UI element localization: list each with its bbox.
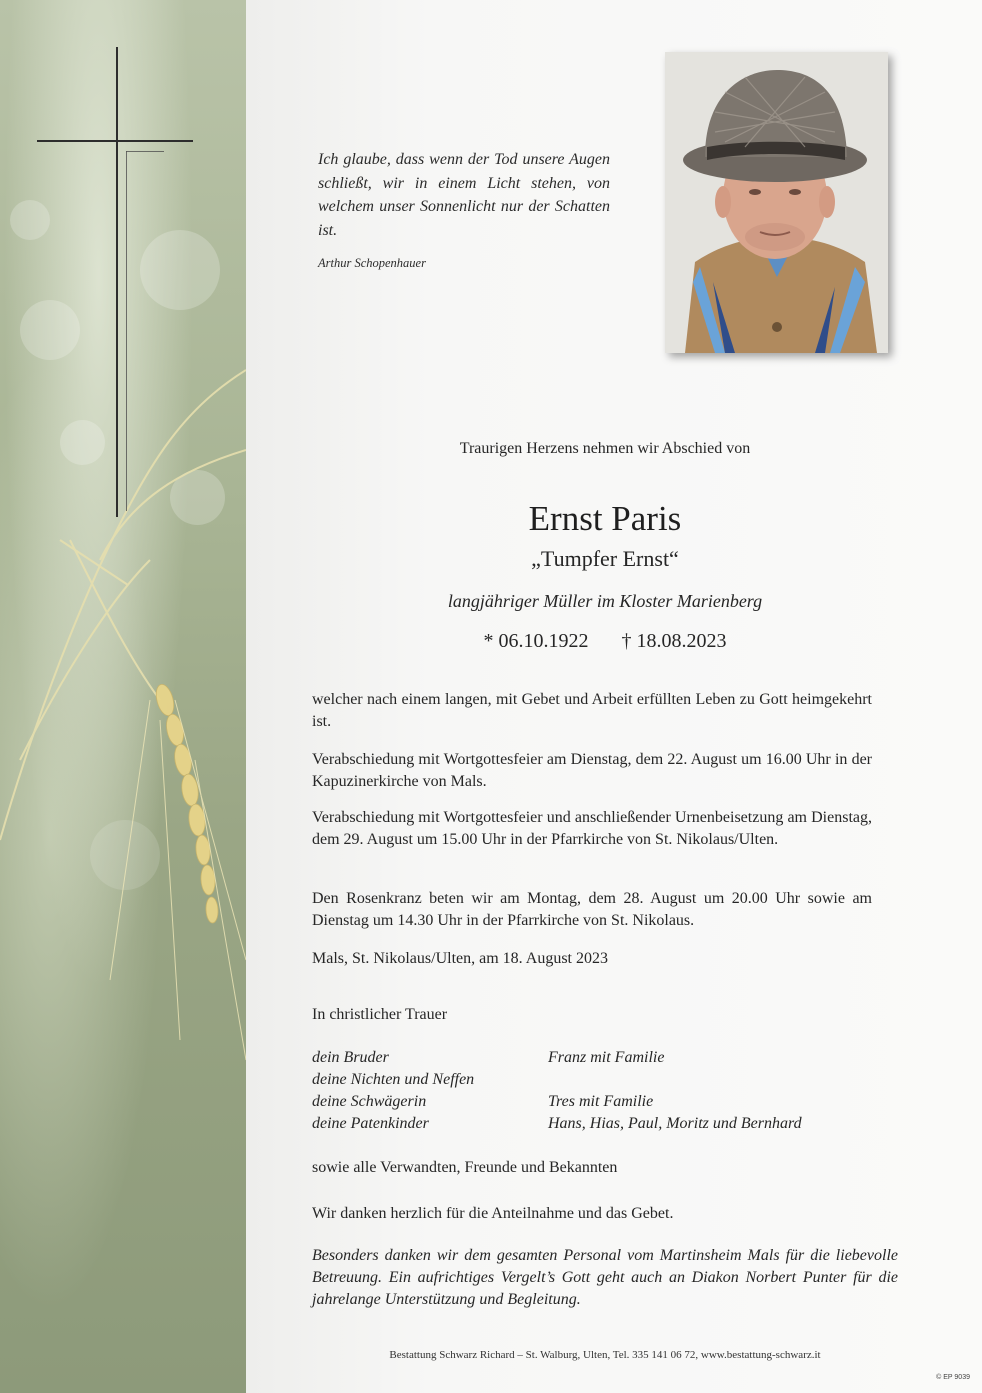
mourning-line: In christlicher Trauer <box>312 1006 448 1023</box>
paragraph-return-to-god: welcher nach einem langen, mit Gebet und Arbeit erfüllten Leben zu Gott heimgekehrt ist. <box>312 691 872 730</box>
cross-inner-vertical-line <box>126 151 127 511</box>
intro-line: Traurigen Herzens nehmen wir Abschied von <box>459 440 751 457</box>
death-date: † 18.08.2023 <box>621 630 727 652</box>
family-relation: deine Patenkinder <box>312 1115 429 1132</box>
deceased-nickname: „Tumpfer Ernst“ <box>531 546 679 571</box>
decorative-side-panel <box>0 0 246 1393</box>
family-relation: dein Bruder <box>312 1049 389 1066</box>
family-relation: deine Schwägerin <box>312 1093 427 1110</box>
quote-text: Ich glaube, dass wenn der Tod unsere Augen schließt, wir in einem Licht stehen, von welchem unser Sonnenlicht nur der Schatten ist. <box>318 151 610 239</box>
family-row <box>312 1069 892 1091</box>
portrait-illustration <box>665 52 888 353</box>
family-row <box>312 1091 892 1113</box>
portrait-photo <box>665 52 888 353</box>
relatives-line: sowie alle Verwandten, Freunde und Bekannten <box>312 1159 618 1176</box>
family-names: Hans, Hias, Paul, Moritz und Bernhard <box>548 1115 802 1132</box>
special-thanks: Besonders danken wir dem gesamten Personal vom Martinsheim Mals für die liebevolle Betreuung. Ein aufrichtiges Vergelt’s Gott geht auch an Diakon Norbert Punter für die jahrelange Unterstützung und Begleitung. <box>312 1247 898 1308</box>
deceased-name: Ernst Paris <box>528 499 682 538</box>
life-dates <box>250 630 960 653</box>
wheat-ear-illustration <box>0 0 246 1393</box>
family-names: Franz mit Familie <box>548 1049 665 1066</box>
cross-horizontal-line <box>37 140 193 142</box>
thanks-line: Wir danken herzlich für die Anteilnahme und das Gebet. <box>312 1205 674 1222</box>
family-relation: deine Nichten und Neffen <box>312 1071 475 1088</box>
paragraph-farewell-mals: Verabschiedung mit Wortgottesfeier am Dienstag, dem 22. August um 16.00 Uhr in der Kapuzinerkirche von Mals. <box>312 751 872 790</box>
cross-vertical-line <box>116 47 118 517</box>
funeral-home-footer: Bestattung Schwarz Richard – St. Walburg, Ulten, Tel. 335 141 06 72, www.bestattung-schwarz.it <box>389 1349 821 1361</box>
print-code: © EP 9039 <box>936 1374 970 1381</box>
family-row <box>312 1047 892 1069</box>
family-names: Tres mit Familie <box>548 1093 654 1110</box>
family-list <box>312 1047 892 1135</box>
paragraph-rosary: Den Rosenkranz beten wir am Montag, dem 28. August um 20.00 Uhr sowie am Dienstag um 14.30 Uhr in der Pfarrkirche von St. Nikolaus. <box>312 890 872 929</box>
deceased-role: langjähriger Müller im Kloster Marienberg <box>447 591 763 611</box>
place-and-date: Mals, St. Nikolaus/Ulten, am 18. August 2023 <box>312 950 608 967</box>
paragraph-farewell-ulten: Verabschiedung mit Wortgottesfeier und anschließender Urnenbeisetzung am Dienstag, dem 29. August um 15.00 Uhr in der Pfarrkirche von St. Nikolaus/Ulten. <box>312 809 872 848</box>
quote-author: Arthur Schopenhauer <box>318 256 426 270</box>
cross-inner-horizontal-line <box>126 151 164 152</box>
family-row <box>312 1113 892 1135</box>
birth-date: * 06.10.1922 <box>483 630 589 652</box>
